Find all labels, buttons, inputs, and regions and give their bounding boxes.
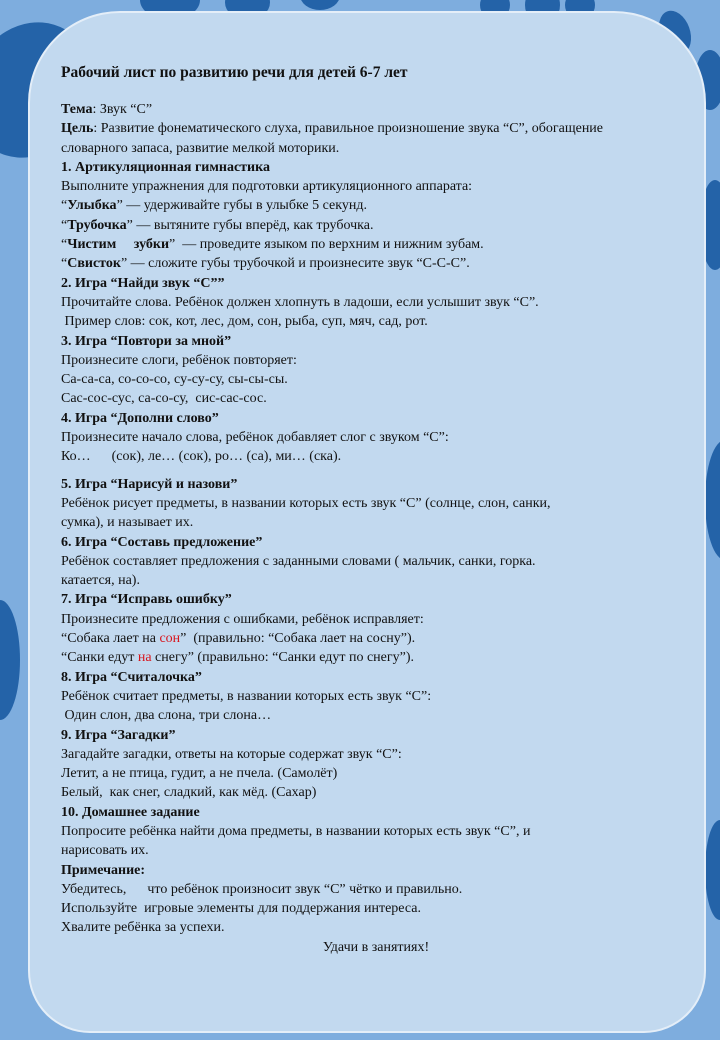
section-heading [61,590,691,609]
decor-blob [300,0,340,10]
text-segment: Сас-сос-сус, са-со-су, сис-сас-сос. [61,391,267,407]
text-segment: Ребёнок рисует предметы, в названии которых есть звук “С” (солнце, слон, санки, [61,495,551,511]
section-heading [61,726,691,745]
text-segment: “Собака лает на [61,631,160,647]
decor-blob [705,820,720,920]
text-line [61,880,691,899]
text-segment: Попросите ребёнка найти дома предметы, в названии которых есть звук “С”, и [61,823,531,839]
text-segment: ” — проведите языком по верхним и нижним зубам. [169,237,484,253]
section-heading [61,668,691,687]
text-segment: Примечание: [61,862,146,878]
text-segment: 9. Игра “Загадки” [61,727,176,743]
text-segment: Улыбка [67,198,117,214]
text-segment: “ [61,217,68,233]
decor-blob [0,600,20,720]
text-line [61,706,691,725]
text-segment: 7. Игра “Исправь ошибку” [61,592,232,608]
text-segment: Ребёнок считает предметы, в названии которых есть звук “С”: [61,688,432,704]
text-segment: 3. Игра “Повтори за мной” [61,333,232,349]
page-title: Рабочий лист по развитию речи для детей 6-7 лет [61,64,408,81]
text-segment: ” (правильно: “Собака лает на сосну”). [180,631,416,647]
text-segment: Са-са-са, со-со-со, су-су-су, сы-сы-сы. [61,372,288,388]
text-line [61,100,691,119]
text-line [61,745,691,764]
highlighted-error-word: сон [159,631,181,647]
text-segment: : Развитие фонематического слуха, правильное произношение звука “С”, обогащение [93,121,604,137]
text-line [61,351,691,370]
text-segment: нарисовать их. [61,843,149,859]
text-segment: 10. Домашнее задание [61,804,200,820]
text-line [61,687,691,706]
text-segment: Пример слов: сок, кот, лес, дом, сон, рыба, суп, мяч, сад, рот. [61,314,428,330]
text-line [61,254,691,273]
text-segment: Один слон, два слона, три слона… [61,708,272,724]
text-segment: снегу” (правильно: “Санки едут по снегу”). [151,650,414,666]
text-segment: Убедитесь, что ребёнок произносит звук “С” чётко и правильно. [61,881,463,897]
text-line [61,513,691,532]
text-line [61,293,691,312]
text-segment: Свисток [67,256,121,272]
text-line [61,447,691,466]
worksheet-content [61,62,691,957]
text-segment: ” — удерживайте губы в улыбке 5 секунд. [116,198,367,214]
text-segment: Произнесите предложения с ошибками, ребёнок исправляет: [61,611,424,627]
text-line [61,494,691,513]
decor-blob [705,440,720,560]
text-line [61,196,691,215]
text-segment: Выполните упражнения для подготовки артикуляционного аппарата: [61,179,473,195]
text-line [61,918,691,937]
text-segment: Произнесите слоги, ребёнок повторяет: [61,352,297,368]
text-segment: ” — вытяните губы вперёд, как трубочка. [126,217,374,233]
text-segment: Тема [61,102,93,117]
text-segment: “ [61,198,68,214]
text-line [61,841,691,860]
text-line [61,370,691,389]
text-line [61,552,691,571]
text-segment: Чистим зубки [67,237,170,253]
text-segment: Загадайте загадки, ответы на которые содержат звук “С”: [61,746,402,762]
text-line [61,610,691,629]
text-line [61,139,691,158]
worksheet-lines [61,100,691,957]
section-heading [61,803,691,822]
text-segment: Хвалите ребёнка за успехи. [61,920,225,936]
text-segment: сумка), и называет их. [61,515,194,531]
text-line [61,783,691,802]
section-heading [61,475,691,494]
text-line [61,312,691,331]
text-segment: : Звук “С” [92,102,153,117]
text-line [61,119,691,138]
section-heading [61,158,691,177]
text-segment: Трубочка [67,217,127,233]
text-segment: 8. Игра “Считалочка” [61,669,202,685]
text-segment: Прочитайте слова. Ребёнок должен хлопнуть в ладоши, если услышит звук “С”. [61,294,539,310]
text-line [61,764,691,783]
text-line [61,648,691,667]
section-heading [61,332,691,351]
section-heading [61,533,691,552]
text-segment: Произнесите начало слова, ребёнок добавляет слог с звуком “С”: [61,430,449,446]
text-segment: 1. Артикуляционная гимнастика [61,159,270,175]
text-line [61,216,691,235]
section-heading [61,274,691,293]
text-segment: 4. Игра “Дополни слово” [61,410,219,426]
text-segment: словарного запаса, развитие мелкой моторики. [61,140,340,156]
text-segment: Ребёнок составляет предложения с заданными словами ( мальчик, санки, горка. [61,553,536,569]
text-segment: 6. Игра “Составь предложение” [61,534,263,550]
text-segment: “ [61,237,68,253]
text-line [61,428,691,447]
text-segment: “ [61,256,68,272]
text-line [61,822,691,841]
section-heading [61,861,691,880]
text-segment: ” — сложите губы трубочкой и произнесите звук “С-С-С”. [120,256,470,272]
text-line [61,938,691,957]
text-segment: Белый, как снег, сладкий, как мёд. (Сахар) [61,785,317,801]
text-line [61,629,691,648]
text-segment: 2. Игра “Найди звук “С”” [61,275,225,291]
text-segment: 5. Игра “Нарисуй и назови” [61,476,238,492]
text-segment: катается, на). [61,573,140,589]
text-segment: Используйте игровые элементы для поддержания интереса. [61,901,421,917]
text-line [61,899,691,918]
text-line [61,389,691,408]
text-segment: Летит, а не птица, гудит, а не пчела. (Самолёт) [61,766,338,782]
text-segment: Цель [61,121,94,137]
text-segment: “Санки едут [61,650,138,666]
highlighted-error-word: на [137,650,152,666]
section-heading [61,409,691,428]
text-line [61,177,691,196]
text-segment: Ко… (сок), ле… (сок), ро… (са), ми… (ска). [61,449,342,465]
text-line [61,235,691,254]
text-line [61,571,691,590]
text-segment: Удачи в занятиях! [322,939,430,955]
